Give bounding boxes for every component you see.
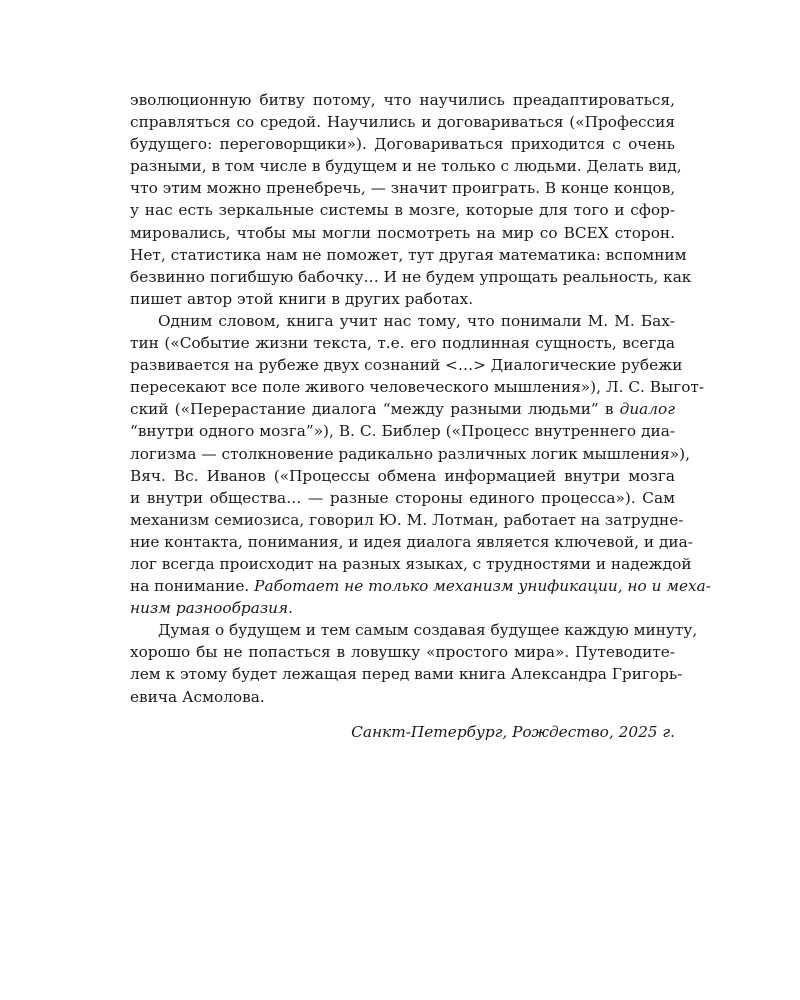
text-line	[130, 310, 675, 332]
text-line	[130, 553, 692, 575]
text-container	[130, 89, 711, 708]
text-run: логизма — столкновение радикально различных логик мышления»),	[130, 444, 690, 463]
text-run: Вяч. Вс. Иванов («Процессы обмена информацией внутри мозга	[130, 466, 675, 485]
text-line	[130, 641, 675, 663]
text-run: тин («Событие жизни текста, т.е. его подлинная сущность, всегда	[130, 334, 675, 353]
text-line	[130, 597, 675, 619]
text-line	[130, 376, 705, 398]
text-line	[130, 465, 675, 487]
text-run: и внутри общества… — разные стороны единого процесса»). Сам	[130, 488, 675, 507]
text-line	[130, 111, 675, 133]
text-line	[130, 354, 683, 376]
paragraph	[130, 310, 711, 619]
text-run: лог всегда происходит на разных языках, с трудностями и надеждой	[130, 554, 692, 573]
signature-place-date: Санкт-Петербург, Рождество, 2025 г.	[351, 722, 675, 741]
text-line	[130, 575, 711, 597]
text-line	[130, 266, 692, 288]
italic-text: Работает не только механизм унификации, но и меха-	[254, 577, 711, 596]
text-line	[130, 509, 684, 531]
text-line	[130, 443, 690, 465]
text-run: пересекают все поле живого человеческого мышления»), Л. С. Выгот-	[130, 378, 705, 397]
text-run: механизм семиозиса, говорил Ю. М. Лотман, работает на затрудне-	[130, 510, 684, 529]
text-run: Одним словом, книга учит нас тому, что понимали М. М. Бах-	[158, 311, 675, 330]
text-run: ние контакта, понимания, и идея диалога является ключевой, и диа-	[130, 532, 693, 551]
text-line	[130, 531, 693, 553]
text-line	[130, 244, 687, 266]
text-line	[130, 686, 675, 708]
text-line	[130, 398, 675, 420]
text-run: на понимание.	[130, 577, 255, 596]
text-line	[130, 89, 675, 111]
text-run: эволюционную битву потому, что научились преадаптироваться,	[130, 91, 675, 109]
text-run: мировались, чтобы мы могли посмотреть на мир со ВСЕХ сторон.	[130, 223, 675, 242]
italic-text: диалог	[619, 400, 675, 419]
text-run: ский («Перерастание диалога “между разными людьми” в	[130, 400, 620, 419]
text-run: лем к этому будет лежащая перед вами книга Александра Григорь-	[130, 665, 683, 684]
paragraph	[130, 89, 692, 310]
text-run: что этим можно пренебречь, — значит проиграть. В конце концов,	[130, 179, 676, 198]
text-line	[130, 619, 698, 641]
text-line	[130, 133, 675, 155]
text-run: евича Асмолова.	[130, 687, 265, 706]
text-run: разными, в том числе в будущем и не только с людьми. Делать вид,	[130, 157, 682, 176]
text-line	[130, 155, 682, 177]
text-run: пишет автор этой книги в других работах.	[130, 289, 474, 308]
text-line	[130, 288, 675, 310]
text-run: Думая о будущем и тем самым создавая будущее каждую минуту,	[158, 621, 698, 640]
paragraph	[130, 619, 698, 707]
text-line	[130, 332, 675, 354]
text-run: справляться со средой. Научились и договариваться («Профессия	[130, 113, 675, 132]
text-line	[130, 663, 683, 685]
text-line	[130, 199, 675, 221]
text-run: Нет, статистика нам не поможет, тут другая математика: вспомним	[130, 245, 687, 264]
text-run: развивается на рубеже двух сознаний <…> Диалогические рубежи	[130, 356, 683, 375]
text-run: будущего: переговорщики»). Договариваться приходится с очень	[130, 135, 675, 154]
text-run: хорошо бы не попасться в ловушку «простого мира». Путеводите-	[130, 643, 675, 662]
italic-text: низм разнообразия.	[130, 599, 293, 618]
text-line	[130, 222, 675, 244]
text-line	[130, 487, 675, 509]
text-line	[130, 177, 675, 199]
text-run: безвинно погибшую бабочку… И не будем упрощать реальность, как	[130, 267, 692, 286]
text-run: у нас есть зеркальные системы в мозге, которые для того и сфор-	[130, 201, 675, 220]
text-run: “внутри одного мозга”»), В. С. Библер («Процесс внутреннего диа-	[130, 422, 675, 441]
page-body	[130, 89, 711, 743]
text-line	[130, 420, 675, 442]
